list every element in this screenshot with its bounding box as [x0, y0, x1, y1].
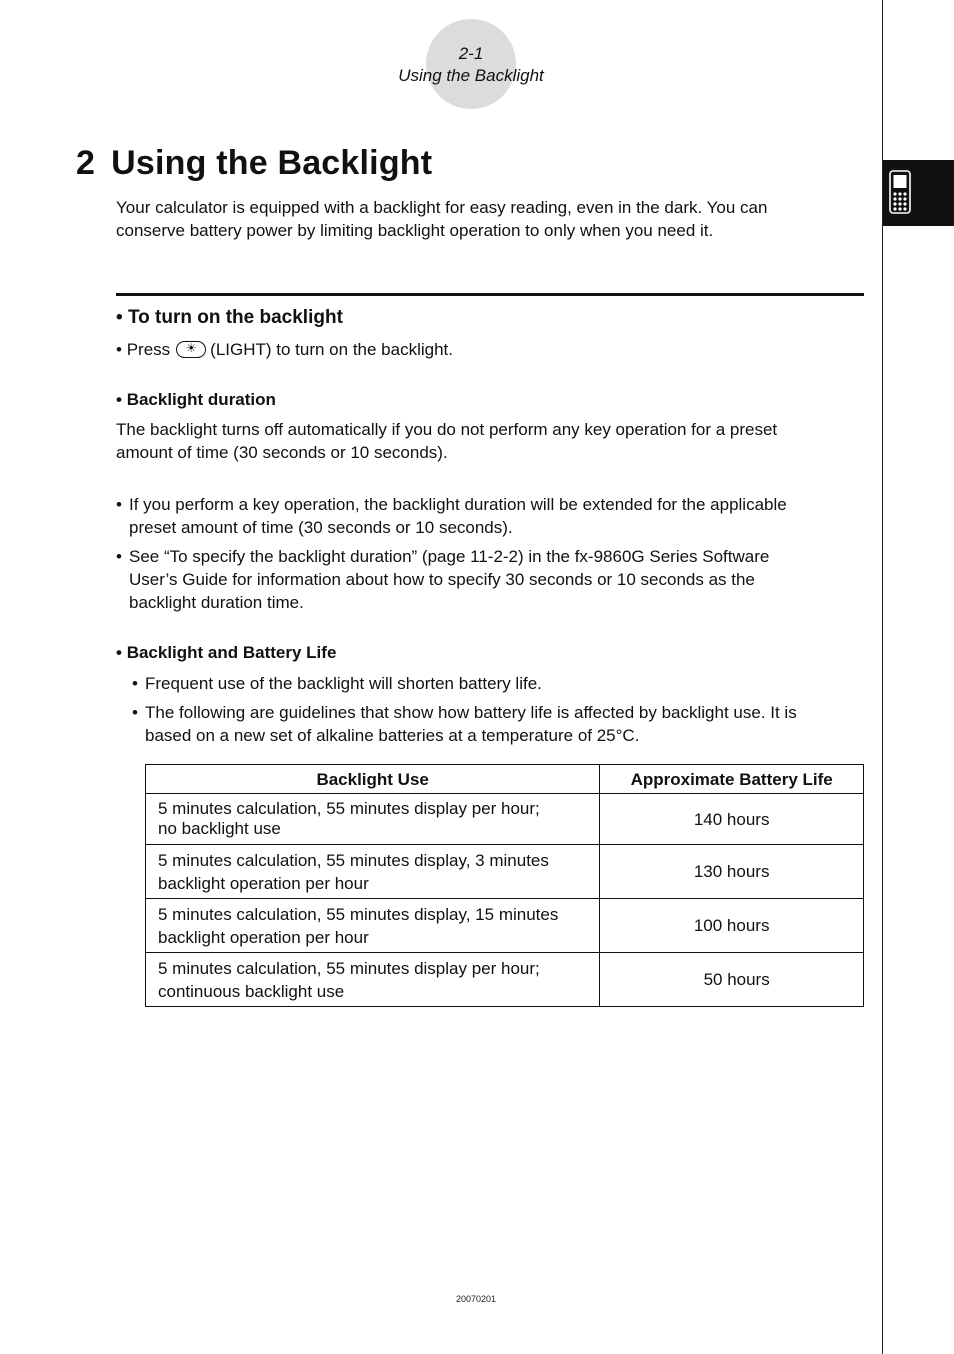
- column-header: Backlight Use: [146, 765, 600, 794]
- bullet-dot: •: [116, 307, 123, 328]
- bullet-line: preset amount of time (30 seconds or 10 seconds).: [129, 518, 513, 537]
- page-number: 2-1: [458, 44, 484, 63]
- chapter-title: Using the Backlight: [111, 144, 433, 182]
- header-circle: [426, 19, 516, 109]
- table-header-row: [146, 765, 864, 794]
- table-cell-life: 50 hours: [600, 953, 864, 1007]
- bullet-dot: •: [116, 340, 127, 359]
- column-header: Approximate Battery Life: [600, 765, 864, 794]
- table-cell-use: 5 minutes calculation, 55 minutes display per hour; no backlight use: [146, 794, 600, 845]
- duration-bullets: [116, 493, 846, 614]
- list-item: [132, 701, 852, 747]
- duration-line: amount of time (30 seconds or 10 seconds).: [116, 443, 448, 462]
- table-cell-use: 5 minutes calculation, 55 minutes display per hour; continuous backlight use: [146, 953, 600, 1007]
- table-cell-life: 130 hours: [600, 845, 864, 899]
- press-prefix: Press: [126, 340, 171, 359]
- bullet-line: If you perform a key operation, the backlight duration will be extended for the applicable: [129, 495, 787, 514]
- turn-on-heading-text: To turn on the backlight: [127, 307, 343, 328]
- table-row: [146, 794, 864, 845]
- chapter-number: 2: [76, 144, 96, 182]
- table-row: [146, 899, 864, 953]
- duration-heading-text: Backlight duration: [126, 390, 276, 409]
- battery-life-table: [145, 764, 864, 1007]
- battery-heading: • Backlight and Battery Life: [116, 643, 337, 662]
- battery-heading-text: Backlight and Battery Life: [126, 643, 337, 662]
- calculator-icon: [889, 170, 911, 214]
- bullet-line: backlight duration time.: [129, 593, 304, 612]
- intro-paragraph: [116, 196, 856, 242]
- duration-paragraph: [116, 418, 856, 464]
- table-row: [146, 845, 864, 899]
- table-cell-life: 100 hours: [600, 899, 864, 953]
- duration-heading: • Backlight duration: [116, 390, 276, 409]
- bullet-dot: •: [116, 547, 122, 566]
- turn-on-heading: [116, 307, 343, 329]
- bullet-dot: •: [116, 495, 122, 514]
- list-item: [116, 545, 846, 614]
- battery-bullets: [132, 672, 852, 747]
- bullet-line: Frequent use of the backlight will shorten battery life.: [145, 674, 542, 693]
- bullet-line: See “To specify the backlight duration” (page 11-2-2) in the fx-9860G Series Software: [129, 547, 770, 566]
- bullet-dot: •: [132, 703, 138, 722]
- intro-line: Your calculator is equipped with a backlight for easy reading, even in the dark. You can: [116, 198, 768, 217]
- duration-line: The backlight turns off automatically if you do not perform any key operation for a preset: [116, 420, 778, 439]
- table-cell-use: 5 minutes calculation, 55 minutes display, 3 minutes backlight operation per hour: [146, 845, 600, 899]
- press-suffix: (LIGHT) to turn on the backlight.: [210, 340, 453, 359]
- table-cell-life: 140 hours: [600, 794, 864, 845]
- bullet-line: based on a new set of alkaline batteries at a temperature of 25°C.: [145, 726, 640, 745]
- footer-code: 20070201: [455, 1294, 497, 1304]
- table-row: [146, 953, 864, 1007]
- section-divider: [116, 293, 864, 296]
- list-item: [132, 672, 852, 695]
- bullet-dot: •: [132, 674, 138, 693]
- light-key: [176, 341, 206, 358]
- bullet-line: User’s Guide for information about how to specify 30 seconds or 10 seconds as the: [129, 570, 755, 589]
- table-cell-use: 5 minutes calculation, 55 minutes display, 15 minutes backlight operation per hour: [146, 899, 600, 953]
- sun-icon: ☀: [185, 341, 197, 355]
- header-section-title: Using the Backlight: [398, 66, 544, 85]
- page-title: [76, 144, 432, 183]
- press-instruction: [116, 338, 453, 361]
- bullet-line: The following are guidelines that show how battery life is affected by backlight use. It is: [145, 703, 797, 722]
- intro-line: conserve battery power by limiting backlight operation to only when you need it.: [116, 221, 714, 240]
- list-item: [116, 493, 846, 539]
